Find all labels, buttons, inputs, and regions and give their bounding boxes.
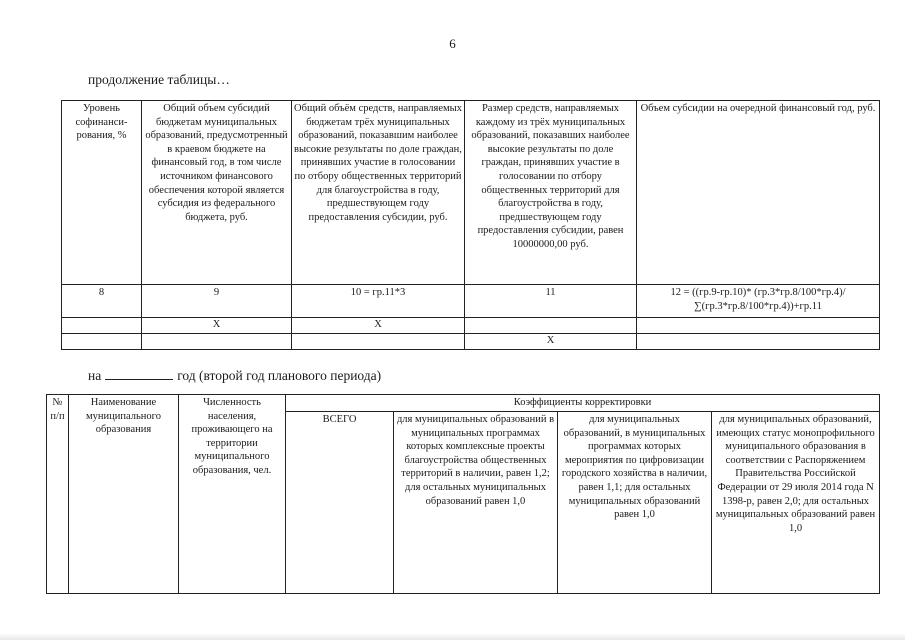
period-prefix: на xyxy=(88,368,102,383)
table1-column-numbers-row xyxy=(62,285,880,318)
header-coef-digitalization: для муниципальных образований, в муниципальных программах которых мероприятия по цифровизации городского хозяйства в наличии, равен 1,1; для остальных муниципальных образований равен 1,0 xyxy=(558,412,712,594)
table-cell: X xyxy=(465,334,637,350)
year-blank-line xyxy=(105,367,173,380)
header-per-municipality-amount: Размер средств, направляемых каждому из трёх муниципальных образований, показавших наиболее высокие результаты по доле граждан, принявших участие в голосовании по отбору общественных территорий для благоустройства в году, предшествующем году предоставления субсидии, равен 10000000,00 руб. xyxy=(465,101,637,285)
period-suffix: год (второй год планового периода) xyxy=(177,368,382,383)
table-cell: X xyxy=(142,318,292,334)
page-number: 6 xyxy=(449,36,456,51)
table-cell xyxy=(62,334,142,350)
table-cell xyxy=(62,318,142,334)
header-coef-landscaping-projects: для муниципальных образований в муниципальных программах которых комплексные проекты благоустройства общественных территорий в наличии, равен 1,2; для остальных муниципальных образований равен 1,0 xyxy=(394,412,558,594)
table-cell xyxy=(637,334,880,350)
header-municipality-name: Наименование муниципального образования xyxy=(69,395,179,594)
header-row-number: № п/п xyxy=(47,395,69,594)
column-number: 11 xyxy=(465,285,637,318)
table-cell xyxy=(637,318,880,334)
column-number: 10 = гр.11*3 xyxy=(292,285,465,318)
header-next-year-subsidy: Объем субсидии на очередной финансовый год, руб. xyxy=(637,101,880,285)
table1-header-row xyxy=(62,101,880,285)
correction-coefficients-table xyxy=(46,394,880,594)
header-coef-monotown: для муниципальных образований, имеющих статус монопрофильного муниципального образования в соответствии с Распоряжением Правительства Российской Федерации от 29 июля 2014 года N 1398-р, равен 2,0; для остальных муниципальных образований равен 1,0 xyxy=(712,412,880,594)
table-cell xyxy=(465,318,637,334)
column-number: 8 xyxy=(62,285,142,318)
table1-x-row xyxy=(62,318,880,334)
header-cofinancing-level: Уровень софинанси-рования, % xyxy=(62,101,142,285)
table-cell xyxy=(292,334,465,350)
subsidy-table-continued xyxy=(61,100,880,350)
planning-period-line xyxy=(88,367,381,384)
column-number: 9 xyxy=(142,285,292,318)
table1-x-row xyxy=(62,334,880,350)
table2-header-row xyxy=(47,395,880,412)
header-correction-coefficients: Коэффициенты корректировки xyxy=(286,395,880,412)
header-total-subsidy: Общий объем субсидий бюджетам муниципальных образований, предусмотренный в краевом бюджете на финансовый год, в том числе источником финансового обеспечения которой является субсидия из федерального бюджета, руб. xyxy=(142,101,292,285)
header-total: ВСЕГО xyxy=(286,412,394,594)
continuation-label: продолжение таблицы… xyxy=(88,72,230,87)
header-three-municipalities-total: Общий объём средств, направляемых бюджетам трёх муниципальных образований, показавшим наиболее высокие результаты по доле граждан, принявших участие в голосовании по отбору общественных территорий для благоустройства в году, предшествующем году предоставления субсидии, руб. xyxy=(292,101,465,285)
header-population: Численность населения, проживающего на территории муниципального образования, чел. xyxy=(179,395,286,594)
table-cell xyxy=(142,334,292,350)
column-number-formula: 12 = ((гр.9-гр.10)* (гр.3*гр.8/100*гр.4)/ ∑(гр.3*гр.8/100*гр.4))+гр.11 xyxy=(637,285,880,318)
table-cell: X xyxy=(292,318,465,334)
page-bottom-edge xyxy=(0,633,905,640)
